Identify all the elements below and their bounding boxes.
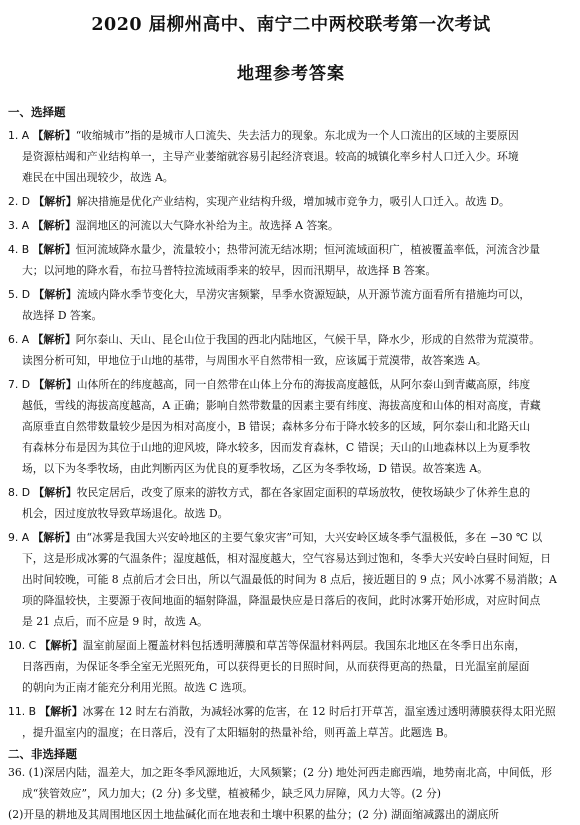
answer-text: 日落西南，为保证冬季全室无光照死角，可以获得更长的日照时间，从而获得更高的热量，日光温室前屋面 <box>22 660 530 673</box>
answer-line <box>8 527 574 548</box>
answer-line <box>8 284 574 305</box>
nonchoice-answers <box>8 762 574 825</box>
answer-item <box>8 329 574 371</box>
analysis-tag: 【解析】 <box>32 333 76 346</box>
answer-number: 9. A <box>8 531 30 544</box>
answer-number: 7. D <box>8 378 31 391</box>
answer-line <box>8 569 574 590</box>
answer-text: 项的降温较快，主要源于夜间地面的辐射降温，降温最快应是日落后的夜间，此时冰雾开始形成，对应时间点 <box>22 594 541 607</box>
answer-item <box>8 701 574 743</box>
answer-item <box>8 215 574 236</box>
answer-item <box>8 125 574 188</box>
answer-line <box>8 458 574 479</box>
answer-line <box>8 722 574 743</box>
answer-text: 是 21 点后，而不应是 9 时，故选 A。 <box>22 615 208 628</box>
answer-line <box>8 215 574 236</box>
answer-line <box>8 374 574 395</box>
answer-text: 越低，雪线的海拔高度越高，A 正确；影响自然带数量的因素主要有纬度、海拔高度和山体的相对高度，青藏 <box>22 399 541 412</box>
answer-text: 湿润地区的河流以大气降水补给为主。故选择 A 答案。 <box>75 219 339 232</box>
answer-line <box>8 677 574 698</box>
answer-text: 高原垂直自然带数量较少是因为相对高度小，B 错误；森林多分布于降水较多的区域，阿尔泰山和北路天山 <box>22 420 531 433</box>
answer-text: 大；以河地的降水看，布拉马普特拉流域雨季来的较早，因而汛期早，故选择 B 答案。 <box>22 264 437 277</box>
answer-text: 难民在中国出现较少，故选 A。 <box>22 171 174 184</box>
answer-text: 读图分析可知，甲地位于山地的基带，与周围水平自然带相一致，应该属于荒漠带，故答案选 A。 <box>22 354 487 367</box>
analysis-tag: 【解析】 <box>33 288 77 301</box>
answer-text: 恒河流域降水量少，流量较小；热带河流无结冰期；恒河流域面积广，植被覆盖率低，河流含沙量 <box>75 243 541 256</box>
analysis-tag: 【解析】 <box>39 639 83 652</box>
answer-line <box>8 635 574 656</box>
analysis-tag: 【解析】 <box>33 486 77 499</box>
answer-text: 流域内降水季节变化大，旱涝灾害频繁，旱季水资源短缺，从开源节流方面看所有措施均可以， <box>76 288 531 301</box>
answer-text: 温室前屋面上覆盖材料包括透明薄膜和草苫等保温材料两层。我国东北地区在冬季日出东南， <box>82 639 526 652</box>
analysis-tag: 【解析】 <box>32 531 76 544</box>
answer-line <box>8 437 574 458</box>
answer-number: 6. A <box>8 333 30 346</box>
answer-line <box>8 350 574 371</box>
answer-line <box>8 611 574 632</box>
exam-title: 2020 届柳州高中、南宁二中两校联考第一次考试 <box>91 15 491 35</box>
answer-item <box>8 284 574 326</box>
answer-line <box>8 125 574 146</box>
answer-item <box>8 635 574 698</box>
nonchoice-line: 36. (1)深居内陆，温差大，加之距冬季风源地近，大风频繁；(2 分) 地处河西走廊西端，地势南北高，中间低，形 <box>8 766 552 779</box>
answer-line <box>8 548 574 569</box>
answer-text: ，提升温室内的温度；在日落后，没有了太阳辐射的热量补给，则再盖上草苫。此题选 B。 <box>22 726 455 739</box>
answer-line <box>8 416 574 437</box>
answer-subtitle: 地理参考答案 <box>237 64 345 84</box>
answer-line <box>8 305 574 326</box>
answer-number: 11. B <box>8 705 37 718</box>
answer-number: 8. D <box>8 486 31 499</box>
answer-text: 的朝向为正南才能充分利用光照。故选 C 选项。 <box>22 681 254 694</box>
answer-line <box>8 701 574 722</box>
answer-number: 5. D <box>8 288 31 301</box>
answer-number: 10. C <box>8 639 37 652</box>
answer-text: “收缩城市”指的是城市人口流失、失去活力的现象。东北成为一个人口流出的区域的主要原因 <box>75 129 519 142</box>
answer-text: 解决措施是优化产业结构，实现产业结构升级，增加城市竞争力，吸引人口迁入。故选 D。 <box>76 195 510 208</box>
answer-number: 4. B <box>8 243 30 256</box>
analysis-tag: 【解析】 <box>32 129 76 142</box>
answer-line <box>8 656 574 677</box>
analysis-tag: 【解析】 <box>39 705 83 718</box>
answer-line <box>8 395 574 416</box>
answer-item <box>8 239 574 281</box>
answer-line <box>8 167 574 188</box>
analysis-tag: 【解析】 <box>32 243 76 256</box>
nonchoice-line: (2)开垦的耕地及其周围地区因土地盐碱化而在地表和土壤中积累的盐分；(2 分) 湖面缩减露出的湖底所 <box>8 808 499 821</box>
answer-line <box>8 590 574 611</box>
answer-text: 有森林分布是因为其位于山地的迎风坡，降水较多，因而发育森林，C 错误；天山的山地森林以上为夏季牧 <box>22 441 531 454</box>
answer-line <box>8 191 574 212</box>
answer-line <box>8 239 574 260</box>
nonchoice-line: 成“狭管效应”，风力加大；(2 分) 多戈壁，植被稀少，缺乏风力屏障，风力大等。(2 分) <box>22 787 442 800</box>
answer-line <box>8 146 574 167</box>
answer-line <box>8 329 574 350</box>
answer-text: 阿尔泰山、天山、昆仑山位于我国的西北内陆地区，气候干旱，降水少，形成的自然带为荒漠带。 <box>75 333 541 346</box>
answer-text: 下，这是形成冰雾的气温条件；湿度越低，相对湿度越大，空气容易达到过饱和，冬季大兴安岭白昼时间短，日 <box>22 552 552 565</box>
answer-line <box>8 482 574 503</box>
section-heading-choice: 一、选择题 <box>8 105 66 119</box>
analysis-tag: 【解析】 <box>33 195 77 208</box>
answer-number: 1. A <box>8 129 30 142</box>
answer-item <box>8 527 574 632</box>
answer-text: 由“冰雾是我国大兴安岭地区的主要气象灾害”可知，大兴安岭区域冬季气温极低，多在 −30 ℃ 以 <box>75 531 543 544</box>
answer-number: 2. D <box>8 195 31 208</box>
answer-text: 牧民定居后，改变了原来的游牧方式，都在各家固定面积的草场放牧，使牧场缺少了休养生息的 <box>76 486 531 499</box>
answer-line <box>8 260 574 281</box>
choice-answers-list <box>8 125 574 743</box>
answer-line <box>8 503 574 524</box>
answer-text: 是资源枯竭和产业结构单一，主导产业萎缩就容易引起经济衰退。较高的城镇化率乡村人口迁入少。环境 <box>22 150 519 163</box>
answer-item <box>8 482 574 524</box>
analysis-tag: 【解析】 <box>33 378 77 391</box>
section-heading-nonchoice: 二、非选择题 <box>8 747 77 761</box>
answer-item <box>8 191 574 212</box>
answer-number: 3. A <box>8 219 30 232</box>
answer-item <box>8 374 574 479</box>
answer-text: 故选择 D 答案。 <box>22 309 103 322</box>
answer-text: 场，以下为冬季牧场，由此判断丙区为优良的夏季牧场，乙区为冬季牧场，D 错误。故答案选 A。 <box>22 462 488 475</box>
answer-text: 出时间较晚，可能 8 点前后才会日出，所以气温最低的时间为 8 点后，接近题目的 9 点；风小冰雾不易消散；A <box>22 573 557 586</box>
answer-text: 山体所在的纬度越高，同一自然带在山体上分布的海拔高度越低，从阿尔泰山到青藏高原，纬度 <box>76 378 531 391</box>
answer-text: 冰雾在 12 时左右消散，为减轻冰雾的危害，在 12 时后打开草苫，温室透过透明薄膜获得太阳光照 <box>82 705 556 718</box>
analysis-tag: 【解析】 <box>32 219 76 232</box>
answer-text: 机会，因过度放牧导致草场退化。故选 D。 <box>22 507 229 520</box>
